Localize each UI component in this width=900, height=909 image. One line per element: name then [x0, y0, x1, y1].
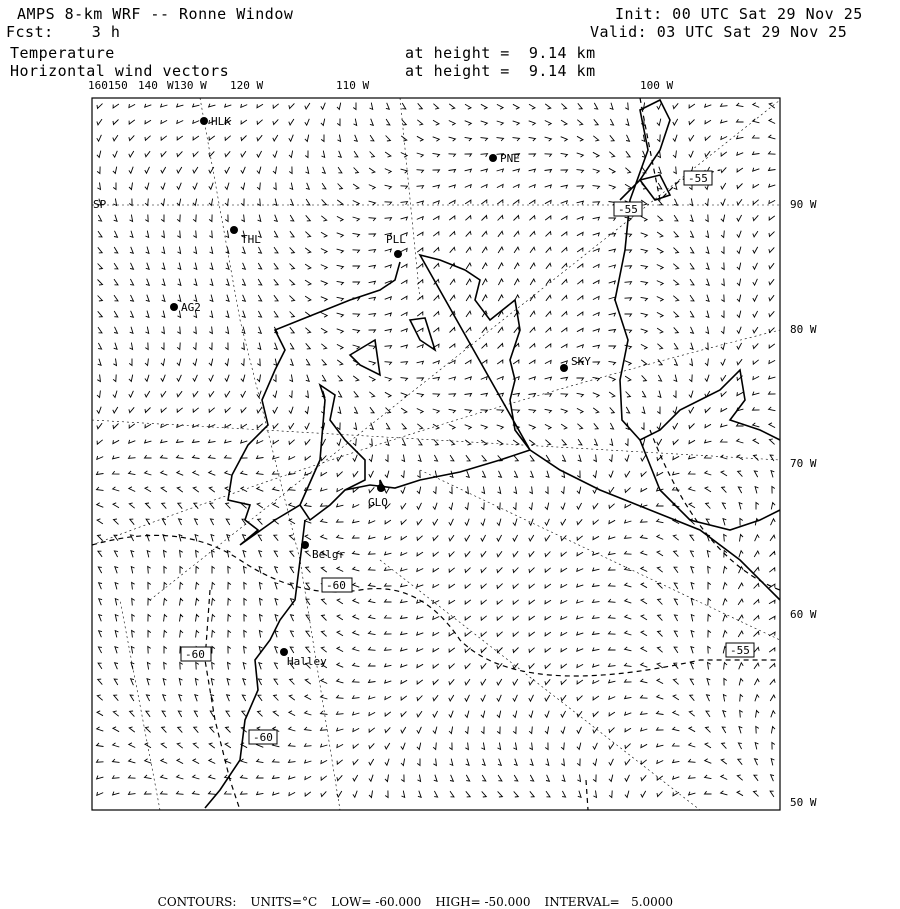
- station-marker-pne: [489, 154, 497, 162]
- lat-label-80: 80 W: [790, 323, 817, 336]
- forecast-hour: Fcst: 3 h: [6, 23, 121, 41]
- station-marker-glo: [377, 484, 385, 492]
- coastline: [205, 100, 780, 808]
- station-label-pll: PLL: [386, 233, 406, 246]
- lon-label-160-150: 160150: [88, 79, 128, 92]
- height-wind: at height = 9.14 km: [405, 62, 596, 80]
- station-marker-sky: [560, 364, 568, 372]
- contours-label: CONTOURS:: [157, 895, 237, 909]
- lat-label-70: 70 W: [790, 457, 817, 470]
- contour-label-1: -55: [688, 172, 708, 185]
- contour-label-4: -60: [185, 648, 205, 661]
- lon-label-130: W130 W: [167, 79, 207, 92]
- contour-label-5: -55: [730, 644, 750, 657]
- contour-label-2: -55: [618, 203, 638, 216]
- init-time: Init: 00 UTC Sat 29 Nov 25: [615, 5, 863, 23]
- south-pole-label: SP: [93, 198, 107, 211]
- field-wind: Horizontal wind vectors: [10, 62, 230, 80]
- height-temperature: at height = 9.14 km: [405, 44, 596, 62]
- lon-label-110: 110 W: [336, 79, 370, 92]
- station-label-ag2: AG2: [181, 301, 201, 314]
- high-label: HIGH= -50.000: [435, 895, 531, 909]
- station-label-sky: SKY: [571, 355, 591, 368]
- station-label-belgr: Belgr: [312, 548, 346, 561]
- wind-vector-field: [97, 103, 776, 798]
- contour-label-6: -60: [253, 731, 273, 744]
- lon-label-100: 100 W: [640, 79, 674, 92]
- station-marker-hlk: [200, 117, 208, 125]
- low-label: LOW= -60.000: [331, 895, 422, 909]
- station-marker-belgr: [301, 541, 309, 549]
- lat-label-90: 90 W: [790, 198, 817, 211]
- wind-barbs: [97, 103, 776, 798]
- contour-info: [150, 881, 687, 909]
- lat-label-50: 50 W: [790, 796, 817, 809]
- station-marker-pll: [394, 250, 402, 258]
- lon-label-140: 140: [138, 79, 158, 92]
- station-label-pne: PNE: [500, 152, 520, 165]
- station-marker-thl: [230, 226, 238, 234]
- interval-label: INTERVAL= 5.0000: [544, 895, 674, 909]
- station-label-thl: THL: [241, 233, 261, 246]
- units-label: UNITS=°C: [250, 895, 318, 909]
- map-title: AMPS 8-km WRF -- Ronne Window: [17, 5, 294, 23]
- station-label-glo: GLO: [368, 496, 388, 509]
- station-label-halley: Halley: [287, 655, 327, 668]
- lon-label-120: 120 W: [230, 79, 264, 92]
- station-label-hlk: HLK: [211, 115, 231, 128]
- valid-time: Valid: 03 UTC Sat 29 Nov 25: [590, 23, 848, 41]
- station-marker-ag2: [170, 303, 178, 311]
- lat-label-60: 60 W: [790, 608, 817, 621]
- contour-label-3: -60: [326, 579, 346, 592]
- field-temperature: Temperature: [10, 44, 115, 62]
